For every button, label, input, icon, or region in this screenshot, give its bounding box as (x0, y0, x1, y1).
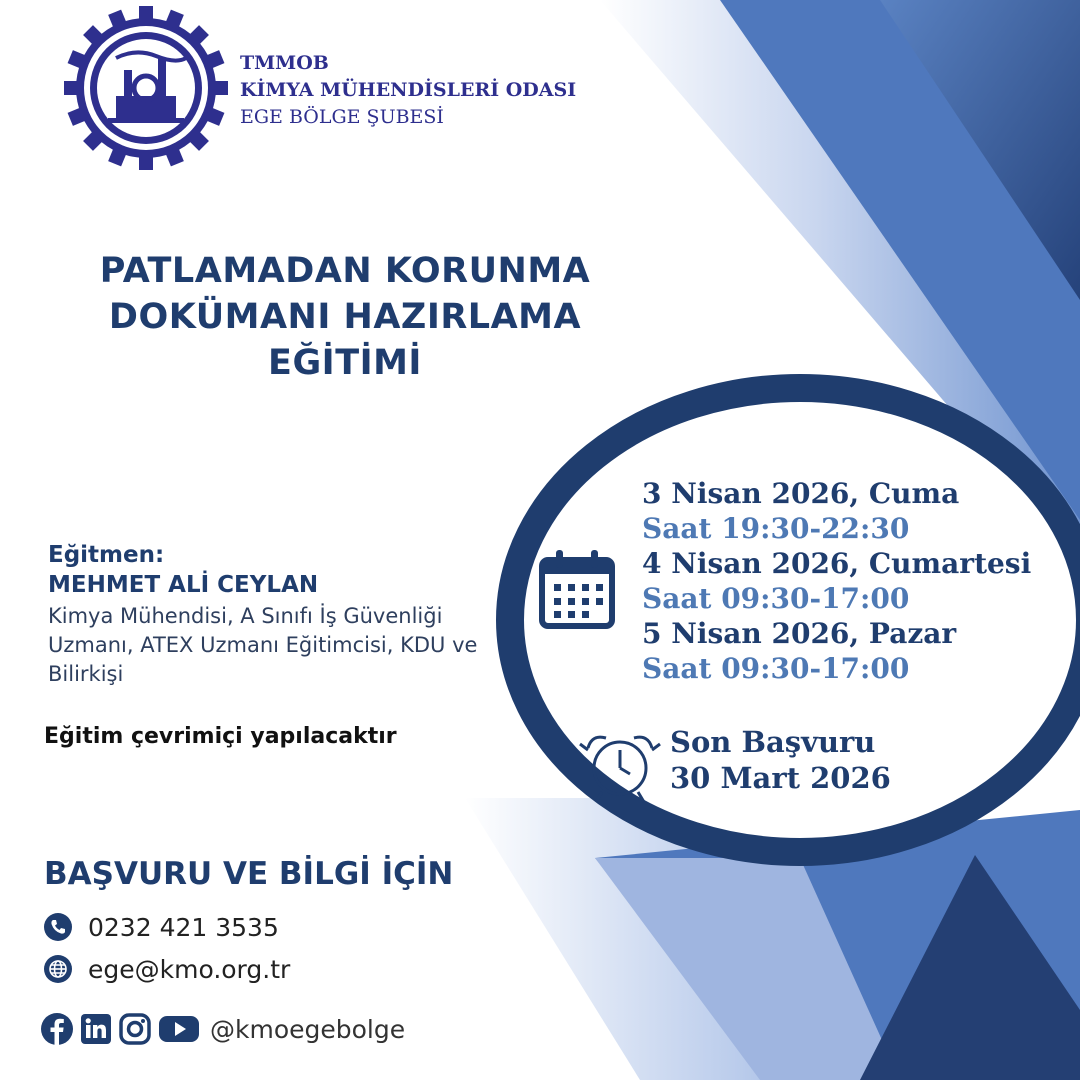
calendar-icon (538, 548, 616, 632)
trainer-label: Eğitmen: (48, 542, 165, 568)
social-handle[interactable]: @kmoegebolge (210, 1014, 406, 1044)
phone-icon (44, 913, 72, 941)
online-note: Eğitim çevrimiçi yapılacaktır (44, 724, 397, 749)
session-1-time: Saat 19:30-22:30 (642, 512, 910, 545)
org-line-branch: EGE BÖLGE ŞUBESİ (240, 106, 444, 128)
trainer-description: Kimya Mühendisi, A Sınıfı İş Güvenliği Uzmanı, ATEX Uzmanı Eğitimcisi, KDU ve Bilirkişi (48, 604, 478, 686)
youtube-icon[interactable] (158, 1013, 200, 1045)
email-row[interactable] (44, 953, 290, 985)
deadline-label: Son Başvuru (670, 725, 876, 759)
trainer-block (48, 540, 498, 689)
trainer-name: MEHMET ALİ CEYLAN (48, 572, 319, 598)
gear-tooth (212, 81, 228, 95)
session-list (642, 476, 1031, 686)
org-line-chamber: KİMYA MÜHENDİSLERİ ODASI (240, 79, 577, 101)
org-line-tmmob: TMMOB (240, 52, 329, 74)
contact-title: BAŞVURU VE BİLGİ İÇİN (44, 856, 454, 892)
gear-tooth (139, 6, 153, 22)
session-2-date: 4 Nisan 2026, Cumartesi (642, 547, 1032, 580)
title-line-3: EĞİTİMİ (268, 343, 422, 383)
organization-name (240, 50, 576, 131)
deadline-date: 30 Mart 2026 (670, 761, 891, 795)
facebook-icon[interactable] (40, 1012, 74, 1046)
phone-row[interactable] (44, 911, 279, 943)
logo-gear-emblem (64, 6, 228, 170)
email-address[interactable]: ege@kmo.org.tr (88, 954, 291, 984)
session-2-time: Saat 09:30-17:00 (642, 582, 910, 615)
session-3-time: Saat 09:30-17:00 (642, 652, 910, 685)
social-row (40, 1012, 405, 1046)
title-line-2: DOKÜMANI HAZIRLAMA (108, 297, 582, 337)
gear-tooth (64, 81, 80, 95)
title-line-1: PATLAMADAN KORUNMA (99, 251, 591, 291)
alarm-clock-icon (578, 730, 662, 806)
session-3-date: 5 Nisan 2026, Pazar (642, 617, 957, 650)
instagram-icon[interactable] (118, 1012, 152, 1046)
gear-tooth (139, 154, 153, 170)
session-1-date: 3 Nisan 2026, Cuma (642, 477, 960, 510)
linkedin-icon[interactable] (80, 1013, 112, 1045)
deadline-block (670, 724, 891, 796)
phone-number[interactable]: 0232 421 3535 (88, 912, 279, 942)
globe-icon (44, 955, 72, 983)
event-title (30, 248, 660, 386)
